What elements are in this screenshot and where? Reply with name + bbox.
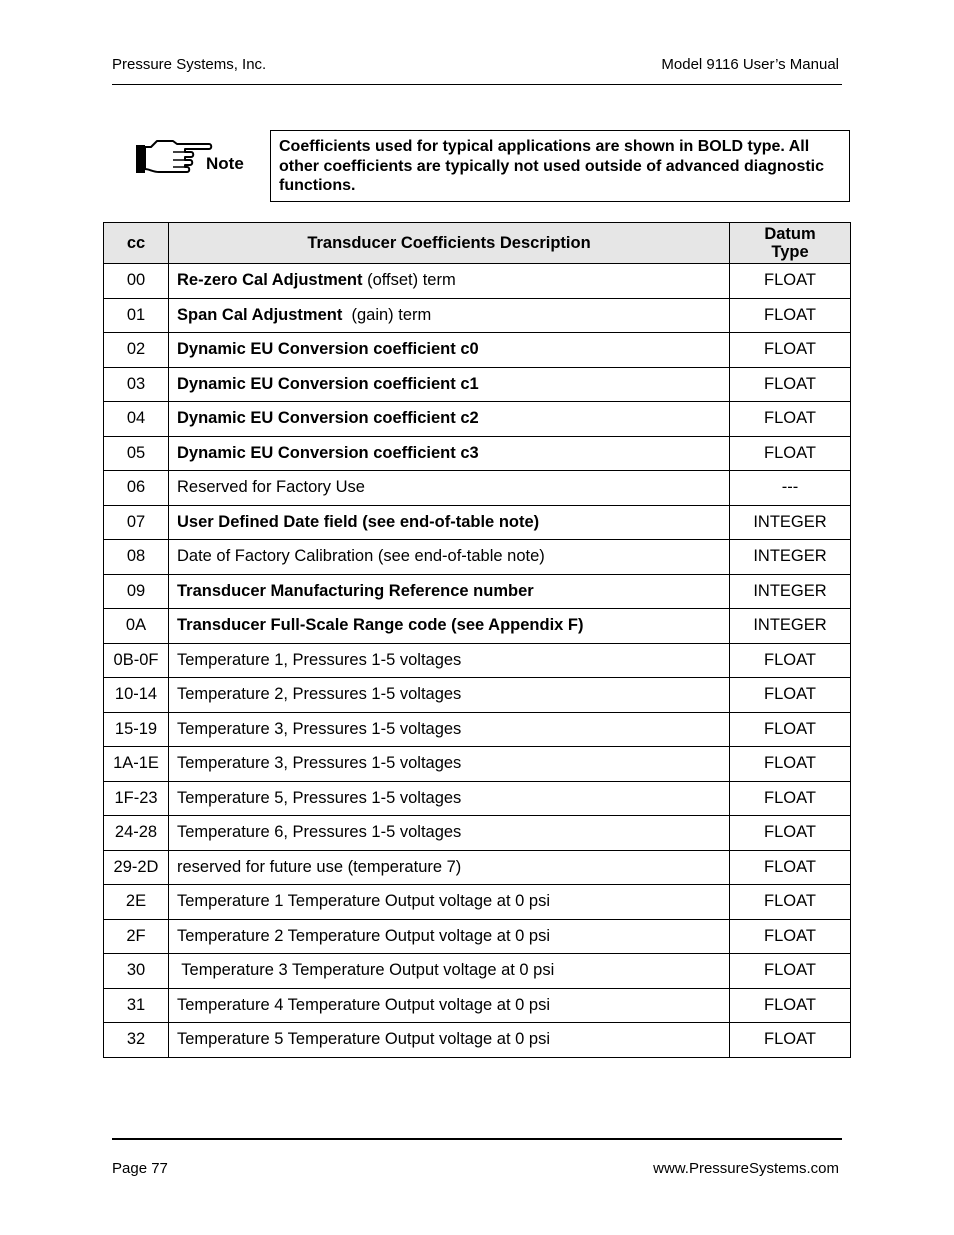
cc-code-cell: 15-19	[104, 712, 169, 747]
cc-code-cell: 08	[104, 540, 169, 575]
table-row	[104, 298, 851, 333]
table-row	[104, 1023, 851, 1058]
cc-code-cell: 00	[104, 264, 169, 299]
datum-type-cell: INTEGER	[730, 540, 851, 575]
datum-type-cell: ---	[730, 471, 851, 506]
datum-type-cell: FLOAT	[730, 333, 851, 368]
cc-code-cell: 2E	[104, 885, 169, 920]
description-cell	[169, 1023, 730, 1058]
column-header-cc: cc	[104, 223, 169, 264]
description-cell	[169, 643, 730, 678]
description-cell	[169, 367, 730, 402]
datum-type-cell: FLOAT	[730, 885, 851, 920]
datum-type-line2: Type	[771, 243, 809, 261]
footer-rule	[112, 1138, 842, 1140]
description-cell	[169, 678, 730, 713]
description-cell	[169, 574, 730, 609]
description-text: Temperature 1 Temperature Output voltage at 0 psi	[177, 892, 550, 911]
description-cell	[169, 885, 730, 920]
datum-type-cell: FLOAT	[730, 781, 851, 816]
table-row	[104, 643, 851, 678]
description-cell	[169, 540, 730, 575]
description-bold: Dynamic EU Conversion coefficient c2	[177, 409, 479, 428]
datum-type-cell: FLOAT	[730, 436, 851, 471]
description-bold: Dynamic EU Conversion coefficient c0	[177, 340, 479, 359]
description-cell	[169, 609, 730, 644]
description-cell	[169, 954, 730, 989]
cc-code-cell: 1F-23	[104, 781, 169, 816]
datum-type-line1: Datum	[764, 225, 816, 243]
datum-type-cell: FLOAT	[730, 367, 851, 402]
description-cell	[169, 712, 730, 747]
cc-code-cell: 10-14	[104, 678, 169, 713]
datum-type-cell: FLOAT	[730, 919, 851, 954]
table-row	[104, 678, 851, 713]
description-cell	[169, 298, 730, 333]
table-row	[104, 471, 851, 506]
table-row	[104, 367, 851, 402]
datum-type-cell: FLOAT	[730, 712, 851, 747]
cc-code-cell: 02	[104, 333, 169, 368]
cc-code-cell: 04	[104, 402, 169, 437]
description-cell	[169, 747, 730, 782]
table-row	[104, 264, 851, 299]
datum-type-cell: FLOAT	[730, 954, 851, 989]
cc-code-cell: 0B-0F	[104, 643, 169, 678]
cc-code-cell: 2F	[104, 919, 169, 954]
description-bold: User Defined Date field (see end-of-table note)	[177, 512, 540, 531]
cc-code-cell: 05	[104, 436, 169, 471]
datum-type-cell: FLOAT	[730, 264, 851, 299]
table-row	[104, 816, 851, 851]
description-text: Temperature 2 Temperature Output voltage at 0 psi	[177, 926, 550, 945]
note-label: Note	[206, 154, 244, 173]
description-cell	[169, 505, 730, 540]
description-text: Temperature 1, Pressures 1-5 voltages	[177, 650, 462, 669]
datum-type-cell: FLOAT	[730, 402, 851, 437]
header-manual-title: Model 9116 User’s Manual	[661, 56, 839, 73]
description-bold: Dynamic EU Conversion coefficient c3	[177, 443, 479, 462]
cc-code-cell: 32	[104, 1023, 169, 1058]
cc-code-cell: 24-28	[104, 816, 169, 851]
description-cell	[169, 333, 730, 368]
datum-type-cell: INTEGER	[730, 574, 851, 609]
cc-code-cell: 01	[104, 298, 169, 333]
column-header-datum-type	[730, 223, 851, 264]
datum-type-cell: FLOAT	[730, 816, 851, 851]
datum-type-cell: FLOAT	[730, 850, 851, 885]
cc-code-cell: 1A-1E	[104, 747, 169, 782]
datum-type-cell: FLOAT	[730, 747, 851, 782]
description-cell	[169, 436, 730, 471]
datum-type-cell: FLOAT	[730, 678, 851, 713]
cc-code-cell: 0A	[104, 609, 169, 644]
description-text: Temperature 3 Temperature Output voltage at 0 psi	[177, 961, 555, 980]
datum-type-cell: INTEGER	[730, 609, 851, 644]
table-row	[104, 885, 851, 920]
column-header-description: Transducer Coefficients Description	[169, 223, 730, 264]
description-bold: Dynamic EU Conversion coefficient c1	[177, 374, 479, 393]
description-cell	[169, 850, 730, 885]
datum-type-cell: FLOAT	[730, 298, 851, 333]
table-row	[104, 574, 851, 609]
description-text: Temperature 3, Pressures 1-5 voltages	[177, 754, 462, 773]
table-row	[104, 747, 851, 782]
table-header-row	[104, 223, 851, 264]
table-row	[104, 988, 851, 1023]
cc-code-cell: 09	[104, 574, 169, 609]
description-text: Temperature 3, Pressures 1-5 voltages	[177, 719, 462, 738]
description-text: Temperature 4 Temperature Output voltage at 0 psi	[177, 995, 550, 1014]
table-row	[104, 609, 851, 644]
datum-type-cell: FLOAT	[730, 643, 851, 678]
table-row	[104, 850, 851, 885]
table-row	[104, 540, 851, 575]
description-text: (gain) term	[342, 305, 432, 324]
cc-code-cell: 07	[104, 505, 169, 540]
table-row	[104, 402, 851, 437]
datum-type-cell: INTEGER	[730, 505, 851, 540]
coefficients-table	[103, 222, 851, 1058]
description-cell	[169, 471, 730, 506]
description-cell	[169, 816, 730, 851]
header-rule	[112, 84, 842, 85]
description-cell	[169, 402, 730, 437]
datum-type-cell: FLOAT	[730, 988, 851, 1023]
table-row	[104, 781, 851, 816]
description-text: Temperature 5 Temperature Output voltage at 0 psi	[177, 1030, 550, 1049]
cc-code-cell: 29-2D	[104, 850, 169, 885]
description-text: Date of Factory Calibration (see end-of-table note)	[177, 547, 545, 566]
table-row	[104, 919, 851, 954]
table-row	[104, 954, 851, 989]
description-text: Temperature 5, Pressures 1-5 voltages	[177, 788, 462, 807]
description-text: Temperature 2, Pressures 1-5 voltages	[177, 685, 462, 704]
footer-website: www.PressureSystems.com	[653, 1160, 839, 1177]
description-bold: Transducer Manufacturing Reference number	[177, 581, 534, 600]
description-bold: Re-zero Cal Adjustment	[177, 271, 363, 290]
cc-code-cell: 03	[104, 367, 169, 402]
description-text: Temperature 6, Pressures 1-5 voltages	[177, 823, 462, 842]
description-cell	[169, 919, 730, 954]
description-text: (offset) term	[362, 271, 456, 290]
description-cell	[169, 988, 730, 1023]
datum-type-cell: FLOAT	[730, 1023, 851, 1058]
cc-code-cell: 31	[104, 988, 169, 1023]
table-row	[104, 505, 851, 540]
cc-code-cell: 30	[104, 954, 169, 989]
cc-code-cell: 06	[104, 471, 169, 506]
description-text: Reserved for Factory Use	[177, 478, 365, 497]
table-row	[104, 436, 851, 471]
page-number: Page 77	[112, 1160, 168, 1177]
description-cell	[169, 781, 730, 816]
note-text: Coefficients used for typical applications are shown in BOLD type. All other coefficients are typically not used outside of advanced diagnostic functions.	[270, 130, 850, 202]
header-company: Pressure Systems, Inc.	[112, 56, 267, 73]
description-bold: Span Cal Adjustment	[177, 305, 343, 324]
table-row	[104, 712, 851, 747]
pointing-hand-icon	[133, 135, 213, 175]
description-bold: Transducer Full-Scale Range code (see Appendix F)	[177, 616, 584, 635]
description-cell	[169, 264, 730, 299]
description-text: reserved for future use (temperature 7)	[177, 857, 462, 876]
table-row	[104, 333, 851, 368]
